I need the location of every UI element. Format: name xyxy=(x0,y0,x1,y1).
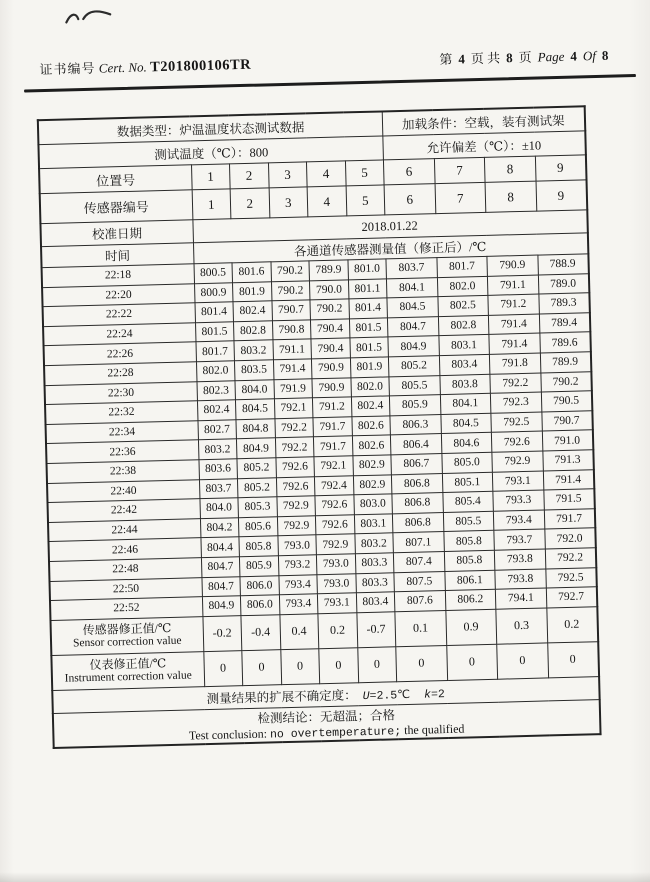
measurement-cell: 792.5 xyxy=(545,567,596,588)
measurement-cell: 800.5 xyxy=(194,263,233,284)
measurement-cell: 792.9 xyxy=(277,515,316,536)
measurement-cell: 806.0 xyxy=(240,595,279,616)
measurement-cell: 805.9 xyxy=(239,556,278,577)
measurement-cell: 790.9 xyxy=(311,358,350,379)
uncertainty-u-value: U=2.5℃ xyxy=(362,688,411,703)
page-number: 4 xyxy=(458,51,466,67)
measurement-cell: 804.5 xyxy=(387,297,438,318)
measurement-cell: 807.6 xyxy=(394,591,445,612)
time-cell: 22:28 xyxy=(44,362,196,385)
conclusion-zh: 检测结论：无超温；合格 xyxy=(257,708,396,726)
measurement-cell: 792.7 xyxy=(546,587,597,608)
measurement-cell: 803.4 xyxy=(439,354,490,375)
measurement-cell: 803.7 xyxy=(199,478,238,499)
measurement-cell: 807.1 xyxy=(393,532,444,553)
measurement-cell: 803.5 xyxy=(234,360,273,381)
measurement-cell: 806.2 xyxy=(445,589,496,610)
measurement-cell: 792.6 xyxy=(491,431,542,452)
measurement-cell: 802.5 xyxy=(437,296,488,317)
measurement-cell: 793.4 xyxy=(493,510,544,531)
measurement-cell: 805.0 xyxy=(441,452,492,473)
time-cell: 22:42 xyxy=(48,499,200,522)
measurement-cell: 801.0 xyxy=(347,259,386,280)
measurement-cell: 791.4 xyxy=(488,314,539,335)
cert-label-en: Cert. No. xyxy=(98,59,148,76)
value-cell: 4 xyxy=(306,161,345,187)
measurement-cell: 792.9 xyxy=(492,451,543,472)
measurement-cell: 801.4 xyxy=(195,302,234,323)
measurement-cell: 801.1 xyxy=(348,278,387,299)
sensor-correction-label-cell xyxy=(50,616,203,655)
sensor-correction-label-en: Sensor correction value xyxy=(72,634,182,650)
measurement-cell: 794.1 xyxy=(495,588,546,609)
measurement-cell: 804.7 xyxy=(201,576,240,597)
measurement-cell: 791.7 xyxy=(313,436,352,457)
page-indicator-en: Page xyxy=(537,48,565,65)
time-cell: 22:32 xyxy=(45,401,197,424)
measurement-cell: 807.4 xyxy=(393,551,444,572)
time-cell: 22:24 xyxy=(43,323,195,346)
measurement-cell: 792.5 xyxy=(491,412,542,433)
measurement-cell: 791.7 xyxy=(544,508,595,529)
calibration-label-cell: 校准日期 xyxy=(40,220,193,247)
measurement-cell: 792.2 xyxy=(490,373,541,394)
measurement-cell: 804.1 xyxy=(440,393,491,414)
value-cell: 2 xyxy=(230,188,269,219)
measurement-cell: 791.1 xyxy=(487,275,538,296)
value-cell: 5 xyxy=(346,185,385,216)
measurement-cell: 805.4 xyxy=(442,491,493,512)
measurement-cell: 806.7 xyxy=(391,454,442,475)
measurement-cell: 804.1 xyxy=(386,277,437,298)
measurement-cell: 790.2 xyxy=(270,261,309,282)
measurement-cell: 803.2 xyxy=(234,340,273,361)
measurement-cell: 792.2 xyxy=(274,418,313,439)
measurement-cell: 789.4 xyxy=(539,313,590,334)
value-cell: 2 xyxy=(229,163,268,189)
value-cell: 0 xyxy=(203,650,242,686)
measurement-cell: 802.0 xyxy=(437,276,488,297)
measurement-cell: 790.9 xyxy=(487,255,538,276)
measurement-cell: 806.8 xyxy=(392,512,443,533)
page-indicator-zh: 第 xyxy=(439,51,453,67)
measurement-cell: 803.0 xyxy=(353,494,392,515)
measurement-cell: 805.2 xyxy=(237,477,276,498)
page-header xyxy=(39,45,611,79)
measurement-cell: 802.8 xyxy=(233,321,272,342)
measurement-cell: 803.8 xyxy=(439,374,490,395)
measurement-cell: 791.3 xyxy=(542,450,593,471)
measurement-cell: 805.2 xyxy=(237,458,276,479)
value-cell: -0.7 xyxy=(356,611,395,647)
measurement-cell: 803.3 xyxy=(355,553,394,574)
value-cell: 6 xyxy=(383,159,434,185)
total-pages-en: 8 xyxy=(601,47,609,63)
measurement-cell: 800.9 xyxy=(194,282,233,303)
measurement-cell: 803.3 xyxy=(355,572,394,593)
sensor-correction-label-zh: 传感器修正值/℃ xyxy=(82,620,172,638)
cert-line xyxy=(39,54,251,79)
measurement-cell: 801.5 xyxy=(349,337,388,358)
measurement-cell: 806.1 xyxy=(444,570,495,591)
time-cell: 22:36 xyxy=(46,440,198,463)
instrument-correction-label-zh: 仪表修正值/℃ xyxy=(89,655,167,672)
value-cell: 0 xyxy=(242,649,281,685)
measurement-cell: 790.7 xyxy=(271,300,310,321)
time-cell: 22:50 xyxy=(49,577,201,600)
value-cell: 1 xyxy=(191,164,230,190)
measurement-cell: 790.2 xyxy=(271,280,310,301)
time-cell: 22:46 xyxy=(49,538,201,561)
instrument-correction-label-cell xyxy=(51,651,204,690)
measurement-cell: 806.3 xyxy=(390,414,441,435)
measurement-cell: 789.3 xyxy=(538,293,589,314)
measurement-cell: 804.0 xyxy=(199,498,238,519)
value-cell: 0.1 xyxy=(395,610,446,646)
measurement-cell: 803.2 xyxy=(354,533,393,554)
measurement-cell: 792.6 xyxy=(315,495,354,516)
measurement-cell: 801.4 xyxy=(348,298,387,319)
measurement-cell: 803.1 xyxy=(438,335,489,356)
measurement-cell: 793.0 xyxy=(317,573,356,594)
measurement-cell: 790.4 xyxy=(311,338,350,359)
time-cell: 22:48 xyxy=(49,558,201,581)
measurement-cell: 804.4 xyxy=(200,537,239,558)
value-cell: 8 xyxy=(484,156,535,182)
measurement-cell: 790.7 xyxy=(541,411,592,432)
page-indicator-zh: 页 共 xyxy=(470,50,501,67)
measurement-cell: 792.6 xyxy=(315,515,354,536)
measurement-cell: 793.4 xyxy=(278,574,317,595)
value-cell: 9 xyxy=(536,180,587,211)
measurement-cell: 806.8 xyxy=(391,473,442,494)
measurement-cell: 805.2 xyxy=(388,356,439,377)
measurement-table xyxy=(37,105,601,748)
handwriting-mark-icon xyxy=(62,7,114,24)
measurement-cell: 805.3 xyxy=(238,497,277,518)
measurement-cell: 806.0 xyxy=(240,575,279,596)
load-condition-cell: 加载条件：空载，装有测试架 xyxy=(382,106,585,136)
measurement-cell: 790.2 xyxy=(540,371,591,392)
value-cell: 5 xyxy=(345,160,384,186)
measurement-cell: 791.2 xyxy=(488,294,539,315)
measurement-cell: 791.8 xyxy=(489,353,540,374)
measurement-cell: 790.9 xyxy=(312,377,351,398)
measurement-cell: 803.7 xyxy=(386,258,437,279)
measurement-cell: 788.9 xyxy=(537,254,588,275)
time-label-cell: 时间 xyxy=(41,243,193,268)
measurement-cell: 792.4 xyxy=(314,475,353,496)
instrument-correction-label-en: Instrument correction value xyxy=(64,669,192,685)
measurement-cell: 802.4 xyxy=(351,396,390,417)
measurement-cell: 802.6 xyxy=(351,416,390,437)
measurement-cell: 802.4 xyxy=(197,400,236,421)
measurement-cell: 802.0 xyxy=(350,376,389,397)
measurement-cell: 805.5 xyxy=(443,511,494,532)
page-indicator-en: Of xyxy=(582,48,597,64)
measurement-cell: 804.9 xyxy=(236,438,275,459)
time-cell: 22:44 xyxy=(48,518,200,541)
measurement-cell: 791.2 xyxy=(312,397,351,418)
measurement-cell: 793.2 xyxy=(278,555,317,576)
measurement-cell: 804.5 xyxy=(440,413,491,434)
measurement-cell: 793.0 xyxy=(277,535,316,556)
measurement-cell: 804.9 xyxy=(202,596,241,617)
value-cell: 0.9 xyxy=(445,609,496,645)
measurement-cell: 801.5 xyxy=(195,322,234,343)
measurement-cell: 790.4 xyxy=(310,319,349,340)
measurement-cell: 803.2 xyxy=(198,439,237,460)
value-cell: 1 xyxy=(192,189,231,220)
measurement-cell: 791.0 xyxy=(542,430,593,451)
measurement-cell: 806.4 xyxy=(390,434,441,455)
measurement-cell: 792.2 xyxy=(275,437,314,458)
measurement-cell: 804.6 xyxy=(441,433,492,454)
measurement-cell: 793.4 xyxy=(279,594,318,615)
conclusion-en-prefix: Test conclusion: xyxy=(188,726,268,743)
measurement-cell: 803.6 xyxy=(198,459,237,480)
value-cell: 0 xyxy=(280,648,319,684)
channel-values-header-cell: 各通道传感器测量值（修正后）/℃ xyxy=(193,233,588,264)
measurement-cell: 805.8 xyxy=(443,531,494,552)
measurement-cell: 805.6 xyxy=(238,516,277,537)
conclusion-en-mono: no overtemperature; xyxy=(269,724,402,742)
uncertainty-k-value: k=2 xyxy=(423,687,445,702)
measurement-cell: 793.3 xyxy=(493,490,544,511)
time-cell: 22:26 xyxy=(44,342,196,365)
measurement-cell: 802.8 xyxy=(438,315,489,336)
measurement-cell: 792.0 xyxy=(544,528,595,549)
value-cell: 0 xyxy=(319,647,358,683)
readings-body xyxy=(42,254,597,620)
measurement-cell: 801.6 xyxy=(232,262,271,283)
measurement-cell: 791.9 xyxy=(273,378,312,399)
measurement-cell: 792.6 xyxy=(275,457,314,478)
total-pages: 8 xyxy=(505,50,513,66)
measurement-cell: 789.6 xyxy=(539,332,590,353)
measurement-cell: 792.1 xyxy=(314,456,353,477)
measurement-cell: 802.3 xyxy=(196,380,235,401)
value-cell: 7 xyxy=(434,157,485,183)
time-cell: 22:34 xyxy=(46,420,198,443)
measurement-cell: 791.5 xyxy=(543,489,594,510)
measurement-cell: 804.2 xyxy=(200,517,239,538)
value-cell: -0.4 xyxy=(241,614,280,650)
value-cell: 0.3 xyxy=(496,608,547,644)
measurement-cell: 801.5 xyxy=(349,318,388,339)
measurement-cell: 793.1 xyxy=(492,471,543,492)
value-cell: 0.2 xyxy=(546,606,597,642)
value-cell: 3 xyxy=(268,162,307,188)
measurement-cell: 805.5 xyxy=(389,375,440,396)
measurement-cell: 805.8 xyxy=(239,536,278,557)
measurement-cell: 792.1 xyxy=(274,398,313,419)
measurement-cell: 804.7 xyxy=(387,316,438,337)
value-cell: 6 xyxy=(384,184,435,215)
measurement-cell: 802.7 xyxy=(197,420,236,441)
measurement-cell: 790.0 xyxy=(309,279,348,300)
measurement-cell: 792.2 xyxy=(545,548,596,569)
cert-label-zh: 证书编号 xyxy=(39,60,96,78)
value-cell: 4 xyxy=(307,186,346,217)
value-cell: 7 xyxy=(435,182,486,213)
measurement-cell: 789.9 xyxy=(309,260,348,281)
time-cell: 22:40 xyxy=(47,479,199,502)
time-cell: 22:20 xyxy=(42,283,194,306)
value-cell: 8 xyxy=(485,181,536,212)
measurement-cell: 792.9 xyxy=(316,534,355,555)
value-cell: 0 xyxy=(357,646,396,682)
value-cell: 0.2 xyxy=(318,612,357,648)
measurement-cell: 804.0 xyxy=(235,379,274,400)
measurement-cell: 806.8 xyxy=(392,493,443,514)
page-number-en: 4 xyxy=(570,48,578,64)
value-cell: 9 xyxy=(535,155,586,181)
measurement-cell: 791.4 xyxy=(543,469,594,490)
measurement-cell: 805.9 xyxy=(389,395,440,416)
measurement-cell: 804.7 xyxy=(201,557,240,578)
measurement-cell: 802.6 xyxy=(352,435,391,456)
measurement-cell: 793.1 xyxy=(317,593,356,614)
time-cell: 22:52 xyxy=(50,597,202,620)
conclusion-en-suffix: the qualified xyxy=(403,721,465,737)
value-cell: 0 xyxy=(396,645,447,681)
measurement-cell: 807.5 xyxy=(394,571,445,592)
measurement-cell: 793.8 xyxy=(495,568,546,589)
measurement-cell: 792.9 xyxy=(276,496,315,517)
measurement-cell: 802.4 xyxy=(233,301,272,322)
sensor-label-cell: 传感器编号 xyxy=(40,190,193,224)
measurement-cell: 791.4 xyxy=(273,359,312,380)
value-cell: 0 xyxy=(497,643,548,679)
measurement-cell: 791.4 xyxy=(489,333,540,354)
allowed-deviation-cell: 允许偏差（℃）：±10 xyxy=(383,131,586,160)
measurement-cell: 801.7 xyxy=(195,341,234,362)
measurement-cell: 790.8 xyxy=(272,320,311,341)
time-cell: 22:18 xyxy=(42,264,194,287)
measurement-cell: 793.0 xyxy=(316,554,355,575)
value-cell: 0 xyxy=(446,644,497,680)
measurement-cell: 790.2 xyxy=(310,299,349,320)
uncertainty-label: 测量结果的扩展不确定度： xyxy=(206,687,357,706)
measurement-cell: 792.6 xyxy=(276,476,315,497)
value-cell: -0.2 xyxy=(202,615,241,651)
measurement-cell: 793.7 xyxy=(494,529,545,550)
measurement-cell: 804.9 xyxy=(388,336,439,357)
page-indicator-zh: 页 xyxy=(518,49,532,65)
measurement-cell: 802.0 xyxy=(196,361,235,382)
measurement-cell: 801.7 xyxy=(436,256,487,277)
measurement-cell: 801.9 xyxy=(232,281,271,302)
time-cell: 22:30 xyxy=(45,381,197,404)
measurement-cell: 792.3 xyxy=(490,392,541,413)
calibration-date-cell: 2018.01.22 xyxy=(192,210,587,243)
measurement-cell: 793.8 xyxy=(494,549,545,570)
measurement-cell: 789.9 xyxy=(540,352,591,373)
measurement-cell: 805.1 xyxy=(442,472,493,493)
measurement-cell: 791.7 xyxy=(313,417,352,438)
measurement-cell: 789.0 xyxy=(538,273,589,294)
measurement-cell: 805.8 xyxy=(444,550,495,571)
measurement-cell: 802.9 xyxy=(353,474,392,495)
cert-number: T201800106TR xyxy=(149,56,252,76)
time-cell: 22:38 xyxy=(47,460,199,483)
measurement-cell: 790.5 xyxy=(541,391,592,412)
page-indicator xyxy=(436,45,611,68)
time-cell: 22:22 xyxy=(43,303,195,326)
measurement-cell: 802.9 xyxy=(352,455,391,476)
measurement-cell: 801.9 xyxy=(350,357,389,378)
test-temp-cell: 测试温度（℃）：800 xyxy=(38,136,383,169)
measurement-cell: 803.1 xyxy=(354,514,393,535)
position-label-cell: 位置号 xyxy=(39,165,192,194)
measurement-cell: 791.1 xyxy=(272,339,311,360)
measurement-cell: 804.8 xyxy=(236,419,275,440)
data-type-cell: 数据类型：炉温温度状态测试数据 xyxy=(38,111,383,144)
measurement-cell: 803.4 xyxy=(356,592,395,613)
value-cell: 0.4 xyxy=(279,613,318,649)
value-cell: 0 xyxy=(547,641,598,677)
measurement-cell: 804.5 xyxy=(235,399,274,420)
value-cell: 3 xyxy=(269,187,308,218)
